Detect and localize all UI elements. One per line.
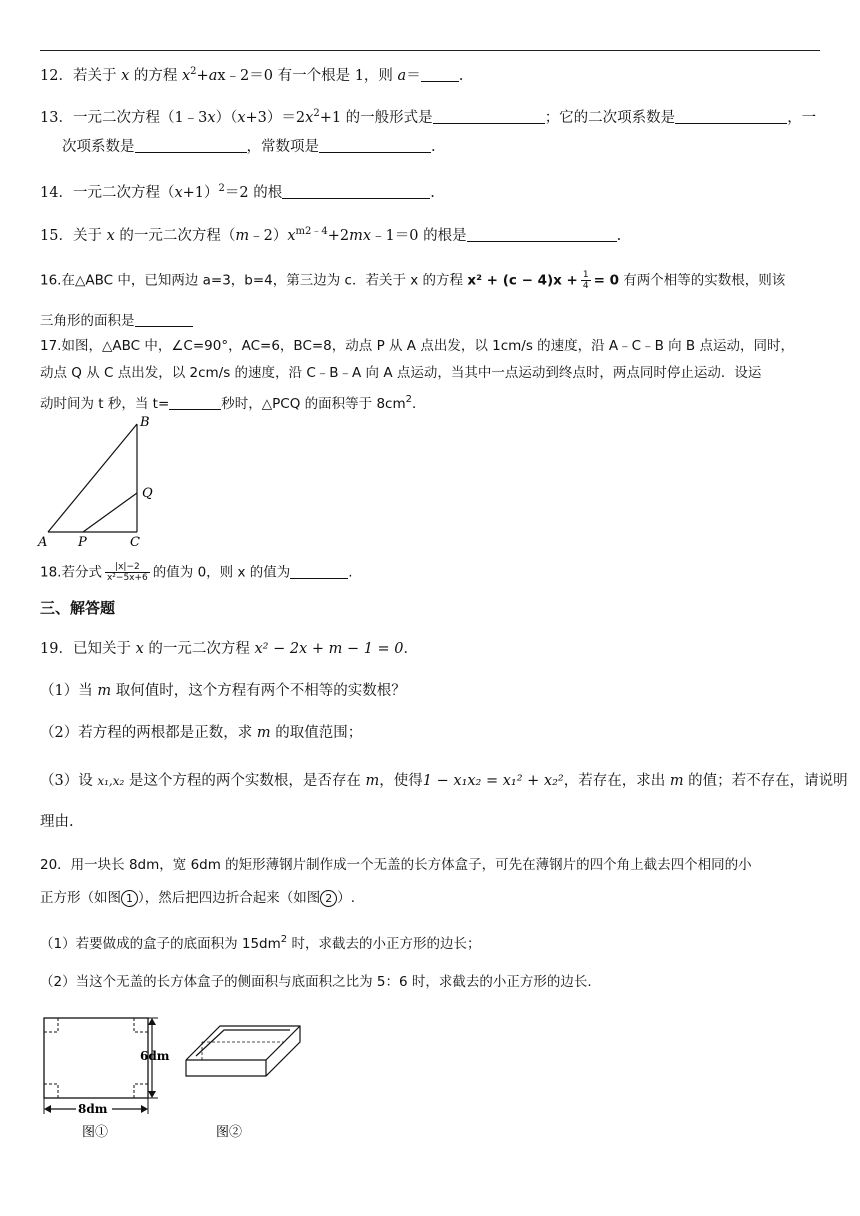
sheet-rect	[44, 1018, 148, 1098]
answer-blank[interactable]	[282, 183, 430, 199]
label-b: B	[140, 415, 150, 430]
question-12: 12．若关于 x 的方程 $x^2+ax﹣2=0$ 有一个根是 1，则 a＝ .	[40, 66, 464, 84]
question-18: 18.若分式 $\frac{|x|-2}{\text{x²−5x+6}}$ 的值为 0，则 x 的值为 .	[40, 562, 353, 583]
answer-blank[interactable]	[169, 394, 221, 410]
question-19-part3: （3）设 x₁,x₂ 是这个方程的两个实数根，是否存在 m，使得1 − x₁x₂ = x₁² + x₂²，若存在，求出 m 的值；若不存在，请说明	[40, 773, 848, 789]
label-p: P	[78, 535, 87, 550]
section-title: 三、解答题	[40, 599, 116, 617]
question-16: 16.在△ABC 中，已知两边 a=3，b=4，第三边为 c．若关于 x 的方程 x² + (c − 4)x + $\frac{1}{4}$ = 0 有两个相等的实数根，则该	[40, 270, 786, 291]
width-label: 8dm	[78, 1102, 108, 1116]
question-17-line3: 动时间为 t 秒，当 t= 秒时，△PCQ 的面积等于 $8cm^2$．	[40, 394, 426, 412]
question-13-line2: 次项系数是 ，常数项是 .	[62, 139, 436, 155]
label-a: A	[38, 535, 48, 550]
answer-blank[interactable]	[433, 108, 545, 124]
question-16-line2: 三角形的面积是	[40, 311, 193, 331]
question-13: 13．一元二次方程$(1﹣3x)(x+3)=2x^2+1$ 的一般形式是 ；它的二次项系数是 ，一	[40, 108, 817, 126]
question-20: 20．用一块长 8dm，宽 6dm 的矩形薄钢片制作成一个无盖的长方体盒子，可先在薄钢片的四个角上截去四个相同的小	[40, 857, 752, 873]
segment-pq	[83, 493, 137, 532]
corner-squares	[44, 1018, 148, 1098]
figure-1-caption: 图①	[82, 1125, 109, 1140]
side-ab	[48, 424, 137, 532]
question-17-line2: 动点 Q 从 C 点出发，以 2cm/s 的速度，沿 C﹣B﹣A 向 A 点运动，当其中一点运动到终点时，两点同时停止运动．设运	[40, 365, 762, 381]
question-17: 17.如图，△ABC 中，∠C=90°，AC=6，BC=8，动点 P 从 A 点出发，以 1cm/s 的速度，沿 A﹣C﹣B 向 B 点运动，同时，	[40, 338, 794, 354]
top-rule	[40, 50, 820, 51]
question-19-part1: （1）当 m 取何值时，这个方程有两个不相等的实数根？	[40, 683, 406, 699]
question-20-part2: （2）当这个无盖的长方体盒子的侧面积与底面积之比为 5：6 时，求截去的小正方形的边长.	[40, 974, 592, 990]
height-label: 6dm	[140, 1049, 170, 1063]
question-14: 14．一元二次方程$(x+1)^2=2$ 的根 .	[40, 183, 435, 201]
question-19-part3-line2: 理由.	[40, 814, 74, 830]
figure-2	[180, 1012, 310, 1142]
answer-blank[interactable]	[135, 137, 247, 153]
question-20-part1: （1）若要做成的盒子的底面积为 $15dm^2$ 时，求截去的小正方形的边长；	[40, 934, 481, 952]
figure-1	[36, 1012, 176, 1142]
answer-blank[interactable]	[467, 226, 617, 242]
answer-blank[interactable]	[319, 137, 431, 153]
answer-blank[interactable]	[421, 66, 459, 82]
question-15: 15．关于 x 的一元二次方程$(m﹣2)x^{m2﹣4}+2mx﹣1=0$ 的根是 .	[40, 226, 622, 244]
triangle-figure	[36, 410, 166, 550]
figure-2-caption: 图②	[216, 1125, 243, 1140]
box-outline	[186, 1026, 300, 1076]
question-19-part2: （2）若方程的两根都是正数，求 m 的取值范围；	[40, 725, 363, 741]
answer-blank[interactable]	[675, 108, 787, 124]
question-20-line2: 正方形（如图 1 ），然后把四边折合起来（如图 2 ）.	[40, 890, 356, 906]
label-c: C	[130, 535, 140, 550]
label-q: Q	[142, 486, 153, 501]
answer-blank[interactable]	[135, 311, 193, 327]
answer-blank[interactable]	[290, 563, 348, 579]
question-19: 19．已知关于 x 的一元二次方程 x² − 2x + m − 1 = 0．	[40, 641, 419, 657]
